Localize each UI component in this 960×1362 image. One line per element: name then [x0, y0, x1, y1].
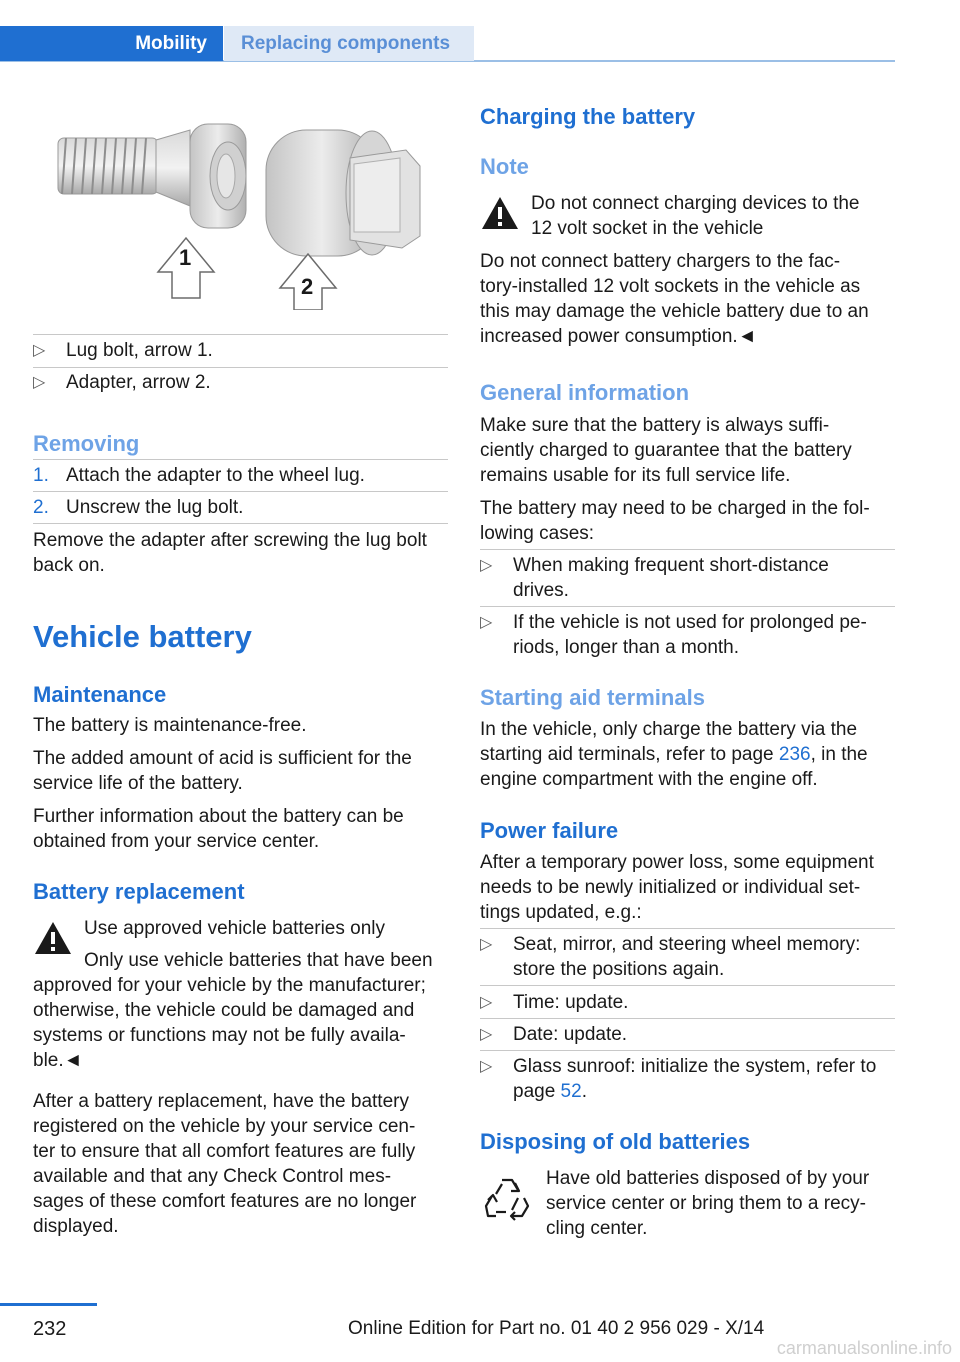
callout-2-label: 2: [301, 274, 314, 299]
list-item: Seat, mirror, and steering wheel memory:: [513, 934, 861, 955]
bullet-triangle-icon: ▷: [480, 557, 493, 574]
bullet-rule: [480, 606, 895, 607]
paragraph-line: obtained from your service center.: [33, 831, 320, 852]
heading-removing: Removing: [33, 431, 140, 456]
heading-charging-battery: Charging the battery: [480, 104, 696, 129]
list-item: If the vehicle is not used for prolonged pe-: [513, 612, 867, 633]
paragraph-line: ciently charged to guarantee that the battery: [480, 440, 852, 461]
text-span: page: [513, 1081, 561, 1102]
note-title: 12 volt socket in the vehicle: [531, 218, 764, 239]
paragraph-line: In the vehicle, only charge the battery via the: [480, 719, 858, 740]
paragraph-line: cling center.: [546, 1218, 648, 1239]
heading-general-information: General information: [480, 380, 690, 405]
paragraph-line: After a battery replacement, have the battery: [33, 1091, 409, 1112]
heading-disposing-batteries: Disposing of old batteries: [480, 1129, 751, 1154]
callout-1-label: 1: [179, 245, 192, 270]
list-item: riods, longer than a month.: [513, 637, 740, 658]
adapter-shape: [266, 130, 420, 256]
step-text: Unscrew the lug bolt.: [66, 497, 244, 518]
list-item: Glass sunroof: initialize the system, refer to: [513, 1056, 877, 1077]
paragraph-line: ter to ensure that all comfort features are fully: [33, 1141, 416, 1162]
heading-note: Note: [480, 154, 529, 179]
paragraph-line: The battery is maintenance-free.: [33, 715, 307, 736]
warning-line: approved for your vehicle by the manufacturer;: [33, 975, 426, 996]
warning-line: systems or functions may not be fully availa-: [33, 1025, 406, 1046]
note-line: tory-installed 12 volt sockets in the vehicle as: [480, 276, 861, 297]
text-span: .: [581, 1081, 587, 1102]
paragraph-line: back on.: [33, 555, 105, 576]
paragraph-line: The battery may need to be charged in the fol-: [480, 498, 870, 519]
note-title: Do not connect charging devices to the: [531, 193, 860, 214]
lug-bolt-figure: [50, 120, 450, 310]
paragraph-line: needs to be newly initialized or individual set-: [480, 877, 861, 898]
warning-icon: [33, 920, 73, 956]
heading-power-failure: Power failure: [480, 818, 619, 843]
step-rule: [33, 459, 448, 460]
page-link-52[interactable]: 52: [560, 1081, 582, 1102]
paragraph-line: available and that any Check Control mes-: [33, 1166, 392, 1187]
warning-title: Use approved vehicle batteries only: [84, 918, 386, 939]
bullet-triangle-icon: ▷: [480, 936, 493, 953]
paragraph-line: engine compartment with the engine off.: [480, 769, 818, 790]
warning-line: ble.◄: [33, 1050, 83, 1071]
paragraph-line: sages of these comfort features are no longer: [33, 1191, 417, 1212]
note-line: Do not connect battery chargers to the fac-: [480, 251, 841, 272]
text-span: starting aid terminals, refer to page: [480, 744, 779, 765]
bolt-thread: [58, 138, 158, 194]
step-rule: [33, 491, 448, 492]
list-item: store the positions again.: [513, 959, 725, 980]
paragraph-line: tings updated, e.g.:: [480, 902, 642, 923]
bullet-triangle-icon: ▷: [33, 342, 46, 359]
bullet-rule: [480, 928, 895, 929]
step-rule: [33, 523, 448, 524]
list-item: Date: update.: [513, 1024, 628, 1045]
list-item: drives.: [513, 580, 569, 601]
heading-starting-aid-terminals: Starting aid terminals: [480, 685, 705, 710]
bullet-rule: [480, 985, 895, 986]
heading-maintenance: Maintenance: [33, 682, 167, 707]
warning-icon: [480, 195, 520, 231]
bullet-triangle-icon: ▷: [480, 994, 493, 1011]
paragraph-line: lowing cases:: [480, 523, 595, 544]
paragraph-line: After a temporary power loss, some equipment: [480, 852, 874, 873]
heading-vehicle-battery: Vehicle battery: [33, 619, 252, 654]
paragraph-line: service center or bring them to a recy-: [546, 1193, 866, 1214]
paragraph-line: Make sure that the battery is always suffi-: [480, 415, 830, 436]
paragraph-line: Remove the adapter after screwing the lug bolt: [33, 530, 427, 551]
warning-line: otherwise, the vehicle could be damaged and: [33, 1000, 415, 1021]
note-line: increased power consumption.◄: [480, 326, 757, 347]
paragraph-line: Have old batteries disposed of by your: [546, 1168, 870, 1189]
step-number: 2.: [33, 497, 49, 518]
bullet-rule: [33, 334, 448, 335]
paragraph-line: [480, 742, 868, 767]
paragraph-line: The added amount of acid is sufficient for the: [33, 748, 412, 769]
list-item: [513, 1079, 587, 1104]
bullet-triangle-icon: ▷: [480, 1026, 493, 1043]
list-item: Lug bolt, arrow 1.: [66, 340, 213, 361]
step-text: Attach the adapter to the wheel lug.: [66, 465, 365, 486]
bullet-rule: [480, 1050, 895, 1051]
bullet-triangle-icon: ▷: [480, 1058, 493, 1075]
step-number: 1.: [33, 465, 49, 486]
text-span: , in the: [810, 744, 868, 765]
paragraph-line: service life of the battery.: [33, 773, 243, 794]
heading-battery-replacement: Battery replacement: [33, 879, 245, 904]
paragraph-line: Further information about the battery can be: [33, 806, 404, 827]
recycle-icon: [482, 1172, 532, 1222]
tab-replacing-components[interactable]: Replacing components: [224, 26, 474, 61]
page-link-236[interactable]: 236: [778, 744, 811, 765]
bullet-rule: [480, 1018, 895, 1019]
bullet-triangle-icon: ▷: [33, 374, 46, 391]
paragraph-line: remains usable for its full service life.: [480, 465, 791, 486]
paragraph-line: registered on the vehicle by your service cen-: [33, 1116, 416, 1137]
watermark: carmanualsonline.info: [776, 1338, 952, 1358]
bullet-triangle-icon: ▷: [480, 614, 493, 631]
bullet-rule: [480, 549, 895, 550]
edition-footer: Online Edition for Part no. 01 40 2 956 029 - X/14: [348, 1318, 765, 1339]
list-item: Time: update.: [513, 992, 629, 1013]
warning-line: Only use vehicle batteries that have been: [84, 950, 433, 971]
list-item: Adapter, arrow 2.: [66, 372, 211, 393]
tab-mobility[interactable]: Mobility: [0, 26, 223, 61]
list-item: When making frequent short-distance: [513, 555, 829, 576]
page-number: 232: [33, 1318, 67, 1340]
bullet-rule: [33, 367, 448, 368]
paragraph-line: displayed.: [33, 1216, 119, 1237]
note-line: this may damage the vehicle battery due to an: [480, 301, 869, 322]
page-number-rule: [0, 1303, 97, 1306]
